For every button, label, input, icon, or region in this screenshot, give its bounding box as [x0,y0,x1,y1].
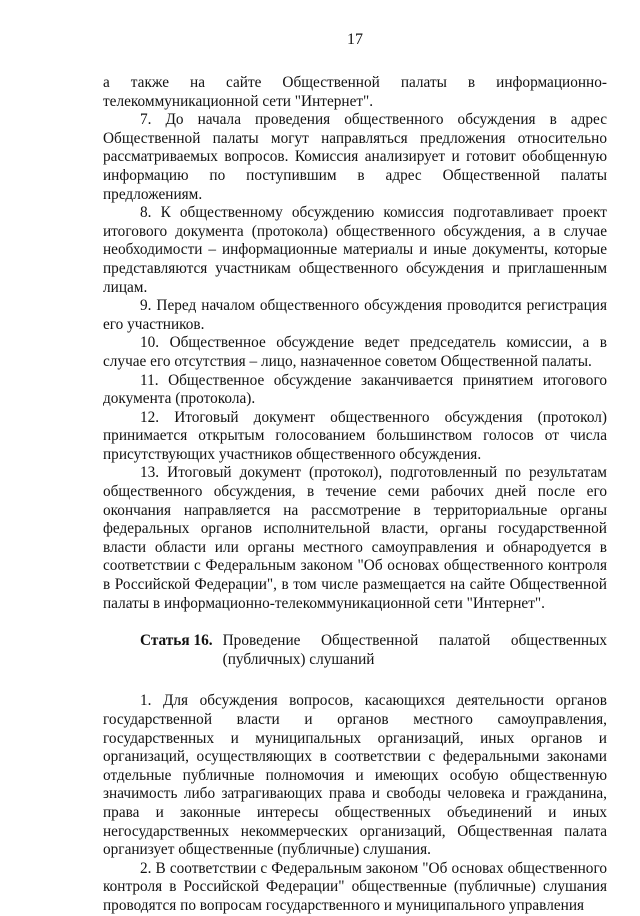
article-title: Проведение Общественной палатой общественных (публичных) слушаний [222,632,607,668]
document-page [103,30,607,916]
paragraph-article16-item-2: 2. В соответствии с Федеральным законом "Об основах общественного контроля в Российской Федерации" общественные (публичные) слушания проводятся по вопросам государственного и муниципального управления [103,859,607,914]
paragraph-item-13: 13. Итоговый документ (протокол), подготовленный по результатам общественного обсуждения, в течение семи рабочих дней после его окончания направляется на рассмотрение в территориальные органы федеральных органов исполнительной власти, органы государственной власти области или органы местного самоуправления и обнародуется в соответствии с Федеральным законом "Об основах общественного контроля в Российской Федерации", в том числе размещается на сайте Общественной палаты в информационно-телекоммуникационной сети "Интернет". [103,464,607,612]
paragraph-item-9: 9. Перед началом общественного обсуждения проводится регистрация его участников. [103,297,607,333]
paragraph-item-11: 11. Общественное обсуждение заканчивается принятием итогового документа (протокола). [103,371,607,408]
paragraph-item-12: 12. Итоговый документ общественного обсуждения (протокол) принимается открытым голосованием большинством голосов от числа присутствующих участников общественного обсуждения. [103,408,607,463]
paragraph-article16-item-1: 1. Для обсуждения вопросов, касающихся деятельности органов государственной власти и органов местного самоуправления, государственных и муниципальных организаций, иных органов и организаций, осуществляющих в соответствии с федеральными законами отдельные публичные полномочия и имеющих особую общественную значимость либо затрагивающих права и свободы человека и гражданина, права и законные интересы общественных объединений и иных негосударственных некоммерческих организаций, Общественная палата организует общественные (публичные) слушания. [103,692,607,859]
page-number: 17 [347,31,363,48]
paragraph-continuation: а также на сайте Общественной палаты в информационно-телекоммуникационной сети "Интернет". [103,74,607,110]
paragraph-item-7: 7. До начала проведения общественного обсуждения в адрес Общественной палаты могут направляться предложения относительно рассматриваемых вопросов. Комиссия анализирует и готовит обобщенную информацию по поступившим в адрес Общественной палаты предложениям. [103,111,607,203]
article-label: Статья 16. [140,632,213,650]
paragraph-item-10: 10. Общественное обсуждение ведет председатель комиссии, а в случае его отсутствия – лицо, назначенное советом Общественной палаты. [103,334,607,370]
paragraph-item-8: 8. К общественному обсуждению комиссия подготавливает проект итогового документа (протокола) общественного обсуждения, а в случае необходимости – информационные материалы и иные документы, которые представляются участникам общественного обсуждения и приглашенным лицам. [103,204,607,296]
article-heading [103,632,607,669]
